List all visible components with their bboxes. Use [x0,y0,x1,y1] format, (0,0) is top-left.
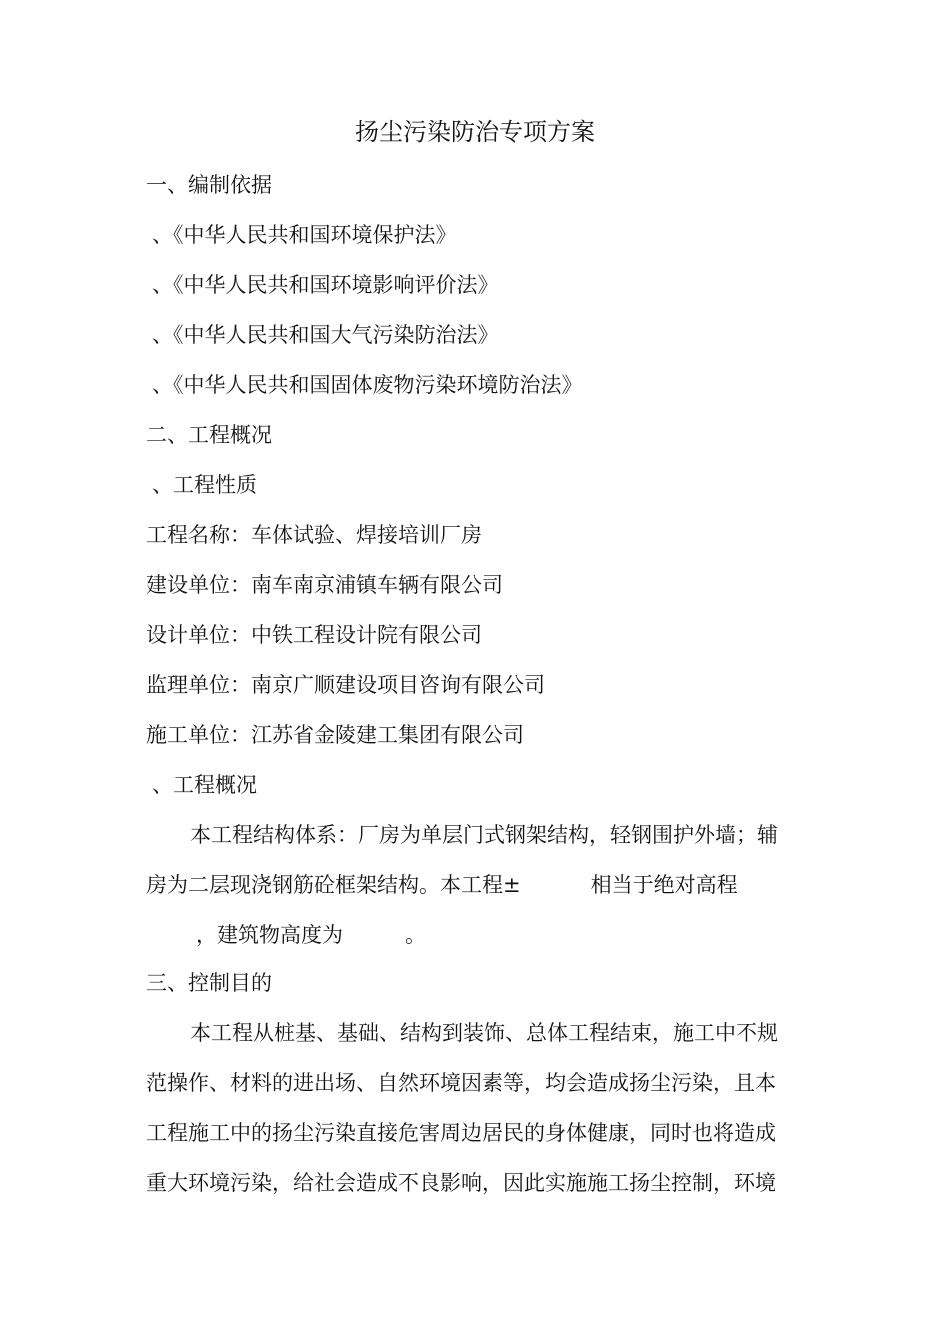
overview-paragraph-line-3 [196,915,496,955]
purpose-paragraph-line-4: 重大环境污染，给社会造成不良影响，因此实施施工扬尘控制，环境 [146,1171,776,1195]
section2-heading: 二、工程概况 [146,423,272,447]
purpose-paragraph-line-2: 范操作、材料的进出场、自然环境因素等，均会造成扬尘污染，且本 [146,1071,776,1095]
section1-heading: 一、编制依据 [146,173,272,197]
purpose-paragraph-line-3: 工程施工中的扬尘污染直接危害周边居民的身体健康，同时也将造成 [146,1121,776,1145]
law-item-4: 、《中华人民共和国固体废物污染环境防治法》 [152,373,583,397]
field-designer: 设计单位：中铁工程设计院有限公司 [146,623,482,647]
field-supervisor: 监理单位：南京广顺建设项目咨询有限公司 [146,673,545,697]
overview-paragraph-line-1: 本工程结构体系：厂房为单层门式钢架结构，轻钢围护外墙；辅 [190,823,778,847]
law-item-1: 、《中华人民共和国环境保护法》 [152,223,457,247]
subsection-project-overview: 、工程概况 [152,773,257,797]
subsection-project-nature: 、工程性质 [152,473,257,497]
field-project-name: 工程名称：车体试验、焊接培训厂房 [146,523,482,547]
purpose-paragraph-line-1: 本工程从桩基、基础、结构到装饰、总体工程结束，施工中不规 [190,1021,778,1045]
field-contractor: 施工单位：江苏省金陵建工集团有限公司 [146,723,524,747]
field-owner: 建设单位：南车南京浦镇车辆有限公司 [146,573,503,597]
law-item-2: 、《中华人民共和国环境影响评价法》 [152,273,499,297]
overview-line-3-part-b: 。 [405,923,426,947]
section3-heading: 三、控制目的 [146,971,272,995]
overview-paragraph-line-2 [146,865,810,905]
overview-line-2-part-a: 房为二层现浇钢筋砼框架结构。本工程± [146,873,521,897]
overview-line-2-part-b: 相当于绝对高程 [590,873,738,897]
document-title: 扬尘污染防治专项方案 [355,118,595,146]
overview-line-3-part-a: ，建筑物高度为 [196,923,343,947]
law-item-3: 、《中华人民共和国大气污染防治法》 [152,323,499,347]
